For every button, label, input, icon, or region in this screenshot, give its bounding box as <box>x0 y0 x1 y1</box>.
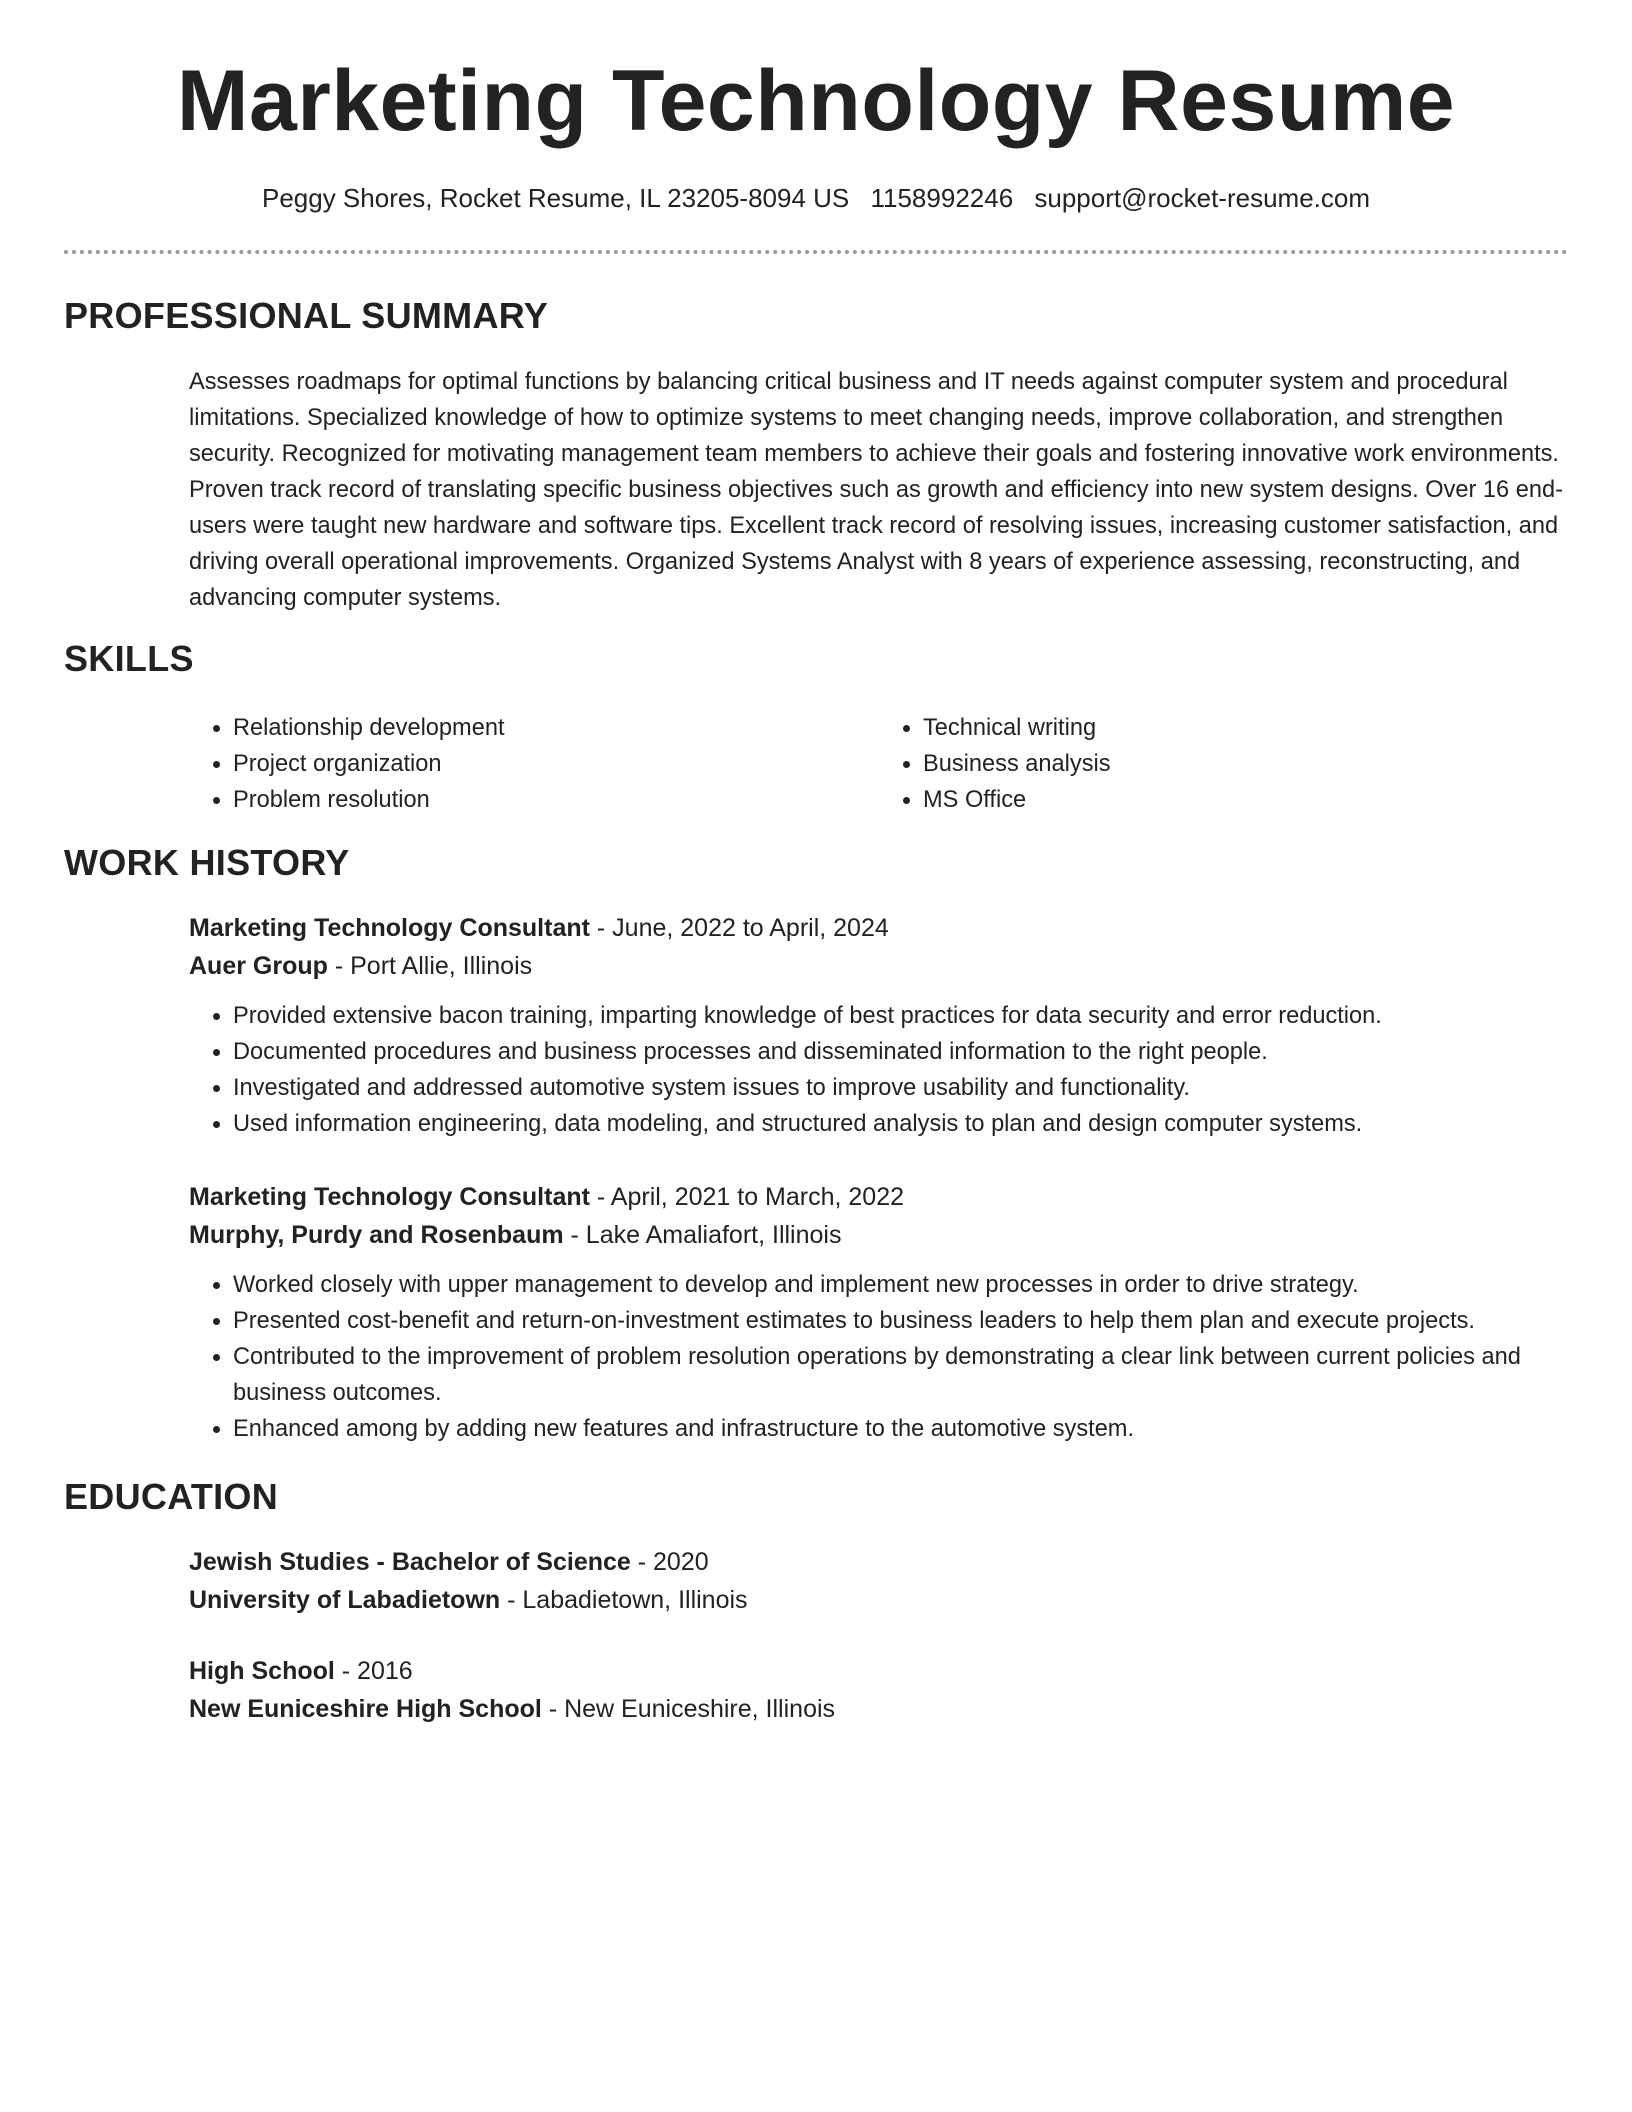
header-divider <box>64 250 1568 254</box>
job-bullet: • Enhanced among by adding new features and infrastructure to the automotive system. <box>233 1411 1569 1447</box>
skill-item: • Technical writing <box>923 710 1569 746</box>
summary-heading: PROFESSIONAL SUMMARY <box>64 295 549 336</box>
job-company-line <box>189 1216 1569 1254</box>
job-company: Auer Group <box>189 952 328 980</box>
education-school: University of Labadietown <box>189 1586 501 1614</box>
education-year: - 2016 <box>334 1657 413 1685</box>
skill-item: • Project organization <box>233 746 879 782</box>
job-bullet: • Investigated and addressed automotive system issues to improve usability and functionality. <box>233 1070 1569 1106</box>
work-heading: WORK HISTORY <box>64 842 350 883</box>
job-title: Marketing Technology Consultant <box>189 1183 590 1211</box>
job-company-line <box>189 947 1569 985</box>
education-heading: EDUCATION <box>64 1476 279 1517</box>
education-location: - Labadietown, Illinois <box>500 1586 748 1614</box>
education-degree-line <box>189 1543 1569 1581</box>
contact-email: support@rocket-resume.com <box>1034 183 1371 213</box>
skill-item: • Business analysis <box>923 746 1569 782</box>
education-degree: High School <box>189 1657 335 1685</box>
education-location: - New Euniceshire, Illinois <box>541 1695 836 1723</box>
job-bullet: • Used information engineering, data modeling, and structured analysis to plan and design computer systems. <box>233 1106 1569 1142</box>
job-title: Marketing Technology Consultant <box>189 914 590 942</box>
education-degree-line <box>189 1652 1569 1690</box>
summary-text: Assesses roadmaps for optimal functions by balancing critical business and IT needs against computer system and procedural limitations. Specialized knowledge of how to optimize systems to meet changing needs, improve collaboration, and strengthen security. Recognized for motivating management team members to achieve their goals and fostering innovative work environments. Proven track record of translating specific business objectives such as growth and efficiency into new system designs. Over 16 end-users were taught new hardware and software tips. Excellent track record of resolving issues, increasing customer satisfaction, and driving overall operational improvements. Organized Systems Analyst with 8 years of experience assessing, reconstructing, and advancing computer systems. <box>189 369 1563 611</box>
job-company: Murphy, Purdy and Rosenbaum <box>189 1221 564 1249</box>
job-entry <box>189 909 1569 1142</box>
job-bullet: • Presented cost-benefit and return-on-investment estimates to business leaders to help them plan and execute projects. <box>233 1303 1569 1339</box>
skill-item: • MS Office <box>923 782 1569 818</box>
job-bullets <box>189 1267 1569 1447</box>
education-school-line <box>189 1581 1569 1619</box>
job-bullet: • Provided extensive bacon training, imparting knowledge of best practices for data security and error reduction. <box>233 998 1569 1034</box>
skills-column-left <box>189 710 879 818</box>
education-year: - 2020 <box>630 1548 709 1576</box>
skills-heading: SKILLS <box>64 638 194 679</box>
job-bullet: • Documented procedures and business processes and disseminated information to the right people. <box>233 1034 1569 1070</box>
job-bullet: • Worked closely with upper management to develop and implement new processes in order to drive strategy. <box>233 1267 1569 1303</box>
job-title-line <box>189 1178 1569 1216</box>
job-location: - Port Allie, Illinois <box>327 952 533 980</box>
education-school-line <box>189 1690 1569 1728</box>
education-school: New Euniceshire High School <box>189 1695 542 1723</box>
job-dates: - June, 2022 to April, 2024 <box>589 914 889 942</box>
contact-line <box>0 183 1632 214</box>
skill-item: • Problem resolution <box>233 782 879 818</box>
contact-phone: 1158992246 <box>870 183 1014 213</box>
education-degree: Jewish Studies - Bachelor of Science <box>189 1548 631 1576</box>
job-title-line <box>189 909 1569 947</box>
contact-address: Peggy Shores, Rocket Resume, IL 23205-8094 US <box>261 183 850 213</box>
job-location: - Lake Amaliafort, Illinois <box>563 1221 842 1249</box>
job-bullet: • Contributed to the improvement of problem resolution operations by demonstrating a clear link between current policies and business outcomes. <box>233 1339 1569 1411</box>
job-entry <box>189 1178 1569 1447</box>
resume-title: Marketing Technology Resume <box>176 53 1456 149</box>
skills-list <box>189 710 1569 818</box>
education-entry <box>189 1543 1569 1619</box>
skills-column-right <box>879 710 1569 818</box>
job-bullets <box>189 998 1569 1142</box>
education-entry <box>189 1652 1569 1728</box>
skill-item: • Relationship development <box>233 710 879 746</box>
job-dates: - April, 2021 to March, 2022 <box>589 1183 905 1211</box>
